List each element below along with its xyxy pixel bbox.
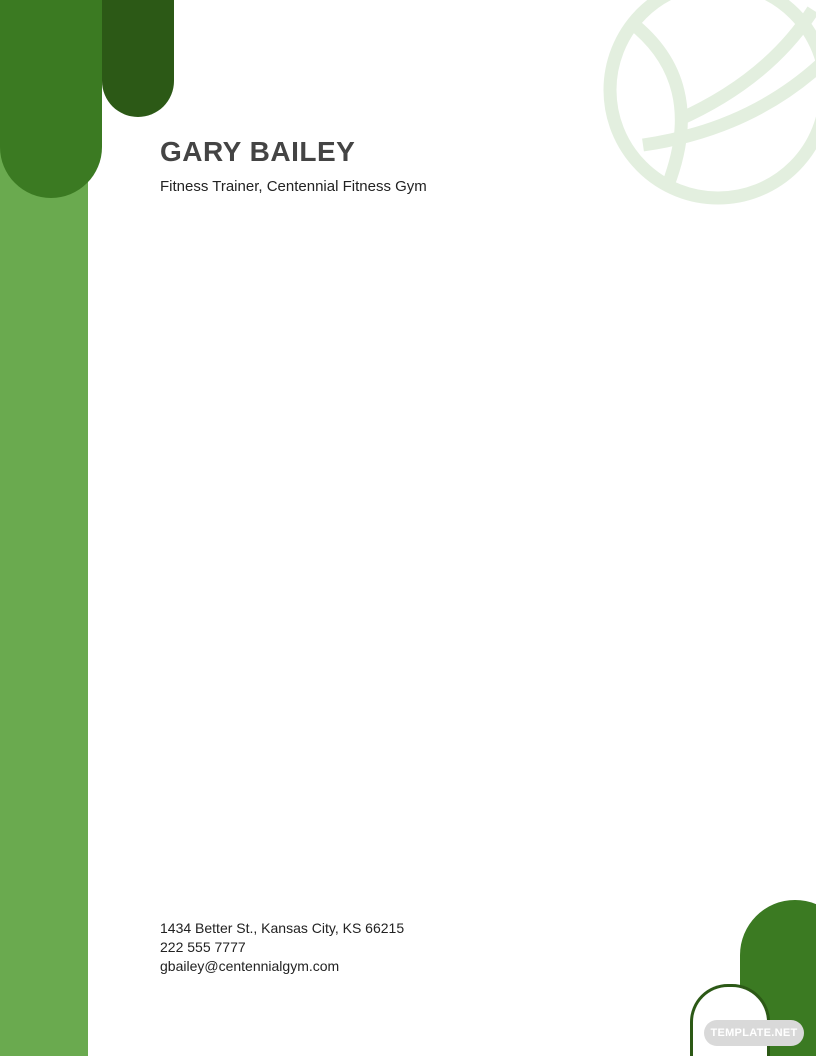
left-rounded-bar [0, 0, 102, 198]
person-title: Fitness Trainer, Centennial Fitness Gym [160, 178, 427, 195]
ball-ring-decoration [598, 0, 816, 210]
person-name: GARY BAILEY [160, 136, 356, 167]
phone-text: 222 555 7777 [160, 939, 246, 955]
address-text: 1434 Better St., Kansas City, KS 66215 [160, 920, 405, 936]
watermark-badge: TEMPLATE.NET [704, 1020, 804, 1046]
email-text: gbailey@centennialgym.com [160, 958, 340, 974]
contact-block [160, 919, 404, 976]
dark-rounded-bar [102, 0, 174, 117]
